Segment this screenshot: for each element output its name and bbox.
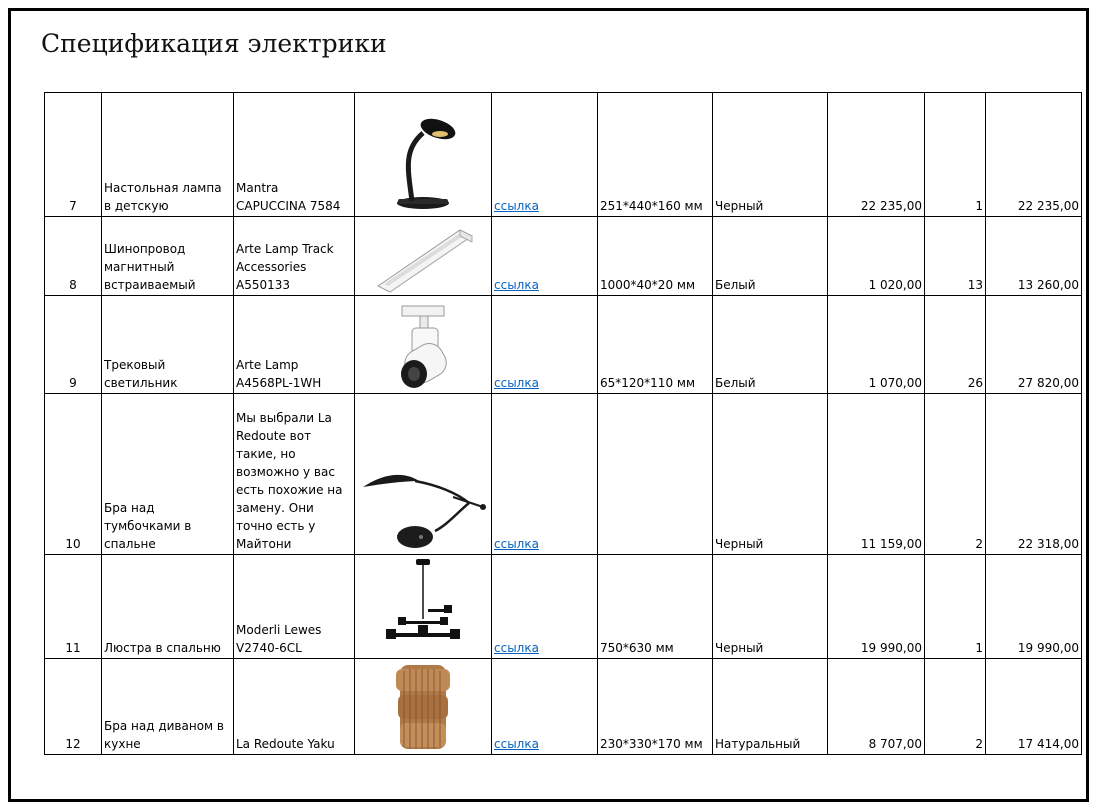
item-price: 19 990,00 <box>828 555 925 659</box>
row-number: 10 <box>45 394 102 555</box>
item-color: Черный <box>713 555 828 659</box>
item-size: 230*330*170 мм <box>598 659 713 755</box>
item-model: Mantra CAPUCCINA 7584 <box>234 93 355 217</box>
table-row <box>45 93 1082 217</box>
link-cell <box>492 296 598 394</box>
track-rail-icon <box>368 224 478 294</box>
product-image <box>355 296 492 394</box>
item-name: Трековый светильник <box>102 296 234 394</box>
item-price: 8 707,00 <box>828 659 925 755</box>
table-row <box>45 217 1082 296</box>
product-image <box>355 93 492 217</box>
row-number: 9 <box>45 296 102 394</box>
item-name: Люстра в спальню <box>102 555 234 659</box>
product-image <box>355 394 492 555</box>
spec-table <box>44 92 1082 755</box>
page-title: Спецификация электрики <box>41 29 387 58</box>
wall-sconce-icon <box>357 463 489 553</box>
item-total: 19 990,00 <box>986 555 1082 659</box>
track-spotlight-icon <box>388 302 458 392</box>
item-model: Moderli Lewes V2740-6CL <box>234 555 355 659</box>
product-link[interactable]: ссылка <box>494 376 539 390</box>
chandelier-icon <box>378 557 468 657</box>
item-size: 65*120*110 мм <box>598 296 713 394</box>
table-row <box>45 659 1082 755</box>
item-color: Черный <box>713 93 828 217</box>
item-total: 27 820,00 <box>986 296 1082 394</box>
item-name: Настольная лампа в детскую <box>102 93 234 217</box>
link-cell <box>492 93 598 217</box>
product-link[interactable]: ссылка <box>494 278 539 292</box>
item-qty: 13 <box>925 217 986 296</box>
item-price: 11 159,00 <box>828 394 925 555</box>
product-link[interactable]: ссылка <box>494 199 539 213</box>
item-color: Черный <box>713 394 828 555</box>
item-name: Бра над тумбочками в спальне <box>102 394 234 555</box>
item-price: 1 070,00 <box>828 296 925 394</box>
row-number: 11 <box>45 555 102 659</box>
product-link[interactable]: ссылка <box>494 737 539 751</box>
table-row <box>45 394 1082 555</box>
item-size: 251*440*160 мм <box>598 93 713 217</box>
link-cell <box>492 217 598 296</box>
link-cell <box>492 659 598 755</box>
row-number: 12 <box>45 659 102 755</box>
row-number: 7 <box>45 93 102 217</box>
product-image <box>355 555 492 659</box>
item-size: 1000*40*20 мм <box>598 217 713 296</box>
item-price: 1 020,00 <box>828 217 925 296</box>
row-number: 8 <box>45 217 102 296</box>
spec-sheet <box>8 8 1089 802</box>
item-total: 17 414,00 <box>986 659 1082 755</box>
item-color: Натуральный <box>713 659 828 755</box>
product-image <box>355 217 492 296</box>
item-model: Мы выбрали La Redoute вот такие, но возможно у вас есть похожие на замену. Они точно есть у Майтони <box>234 394 355 555</box>
item-size <box>598 394 713 555</box>
item-name: Бра над диваном в кухне <box>102 659 234 755</box>
product-image <box>355 659 492 755</box>
desk-lamp-icon <box>378 115 468 215</box>
item-name: Шинопровод магнитный встраиваемый <box>102 217 234 296</box>
item-total: 22 318,00 <box>986 394 1082 555</box>
table-row <box>45 555 1082 659</box>
item-qty: 26 <box>925 296 986 394</box>
item-qty: 2 <box>925 659 986 755</box>
item-qty: 1 <box>925 93 986 217</box>
item-total: 13 260,00 <box>986 217 1082 296</box>
table-row <box>45 296 1082 394</box>
item-qty: 2 <box>925 394 986 555</box>
item-model: La Redoute Yaku <box>234 659 355 755</box>
product-link[interactable]: ссылка <box>494 537 539 551</box>
item-color: Белый <box>713 217 828 296</box>
item-size: 750*630 мм <box>598 555 713 659</box>
item-model: Arte Lamp Track Accessories A550133 <box>234 217 355 296</box>
product-link[interactable]: ссылка <box>494 641 539 655</box>
item-model: Arte Lamp A4568PL-1WH <box>234 296 355 394</box>
rattan-sconce-icon <box>388 661 458 753</box>
item-color: Белый <box>713 296 828 394</box>
item-total: 22 235,00 <box>986 93 1082 217</box>
link-cell <box>492 394 598 555</box>
item-qty: 1 <box>925 555 986 659</box>
link-cell <box>492 555 598 659</box>
item-price: 22 235,00 <box>828 93 925 217</box>
